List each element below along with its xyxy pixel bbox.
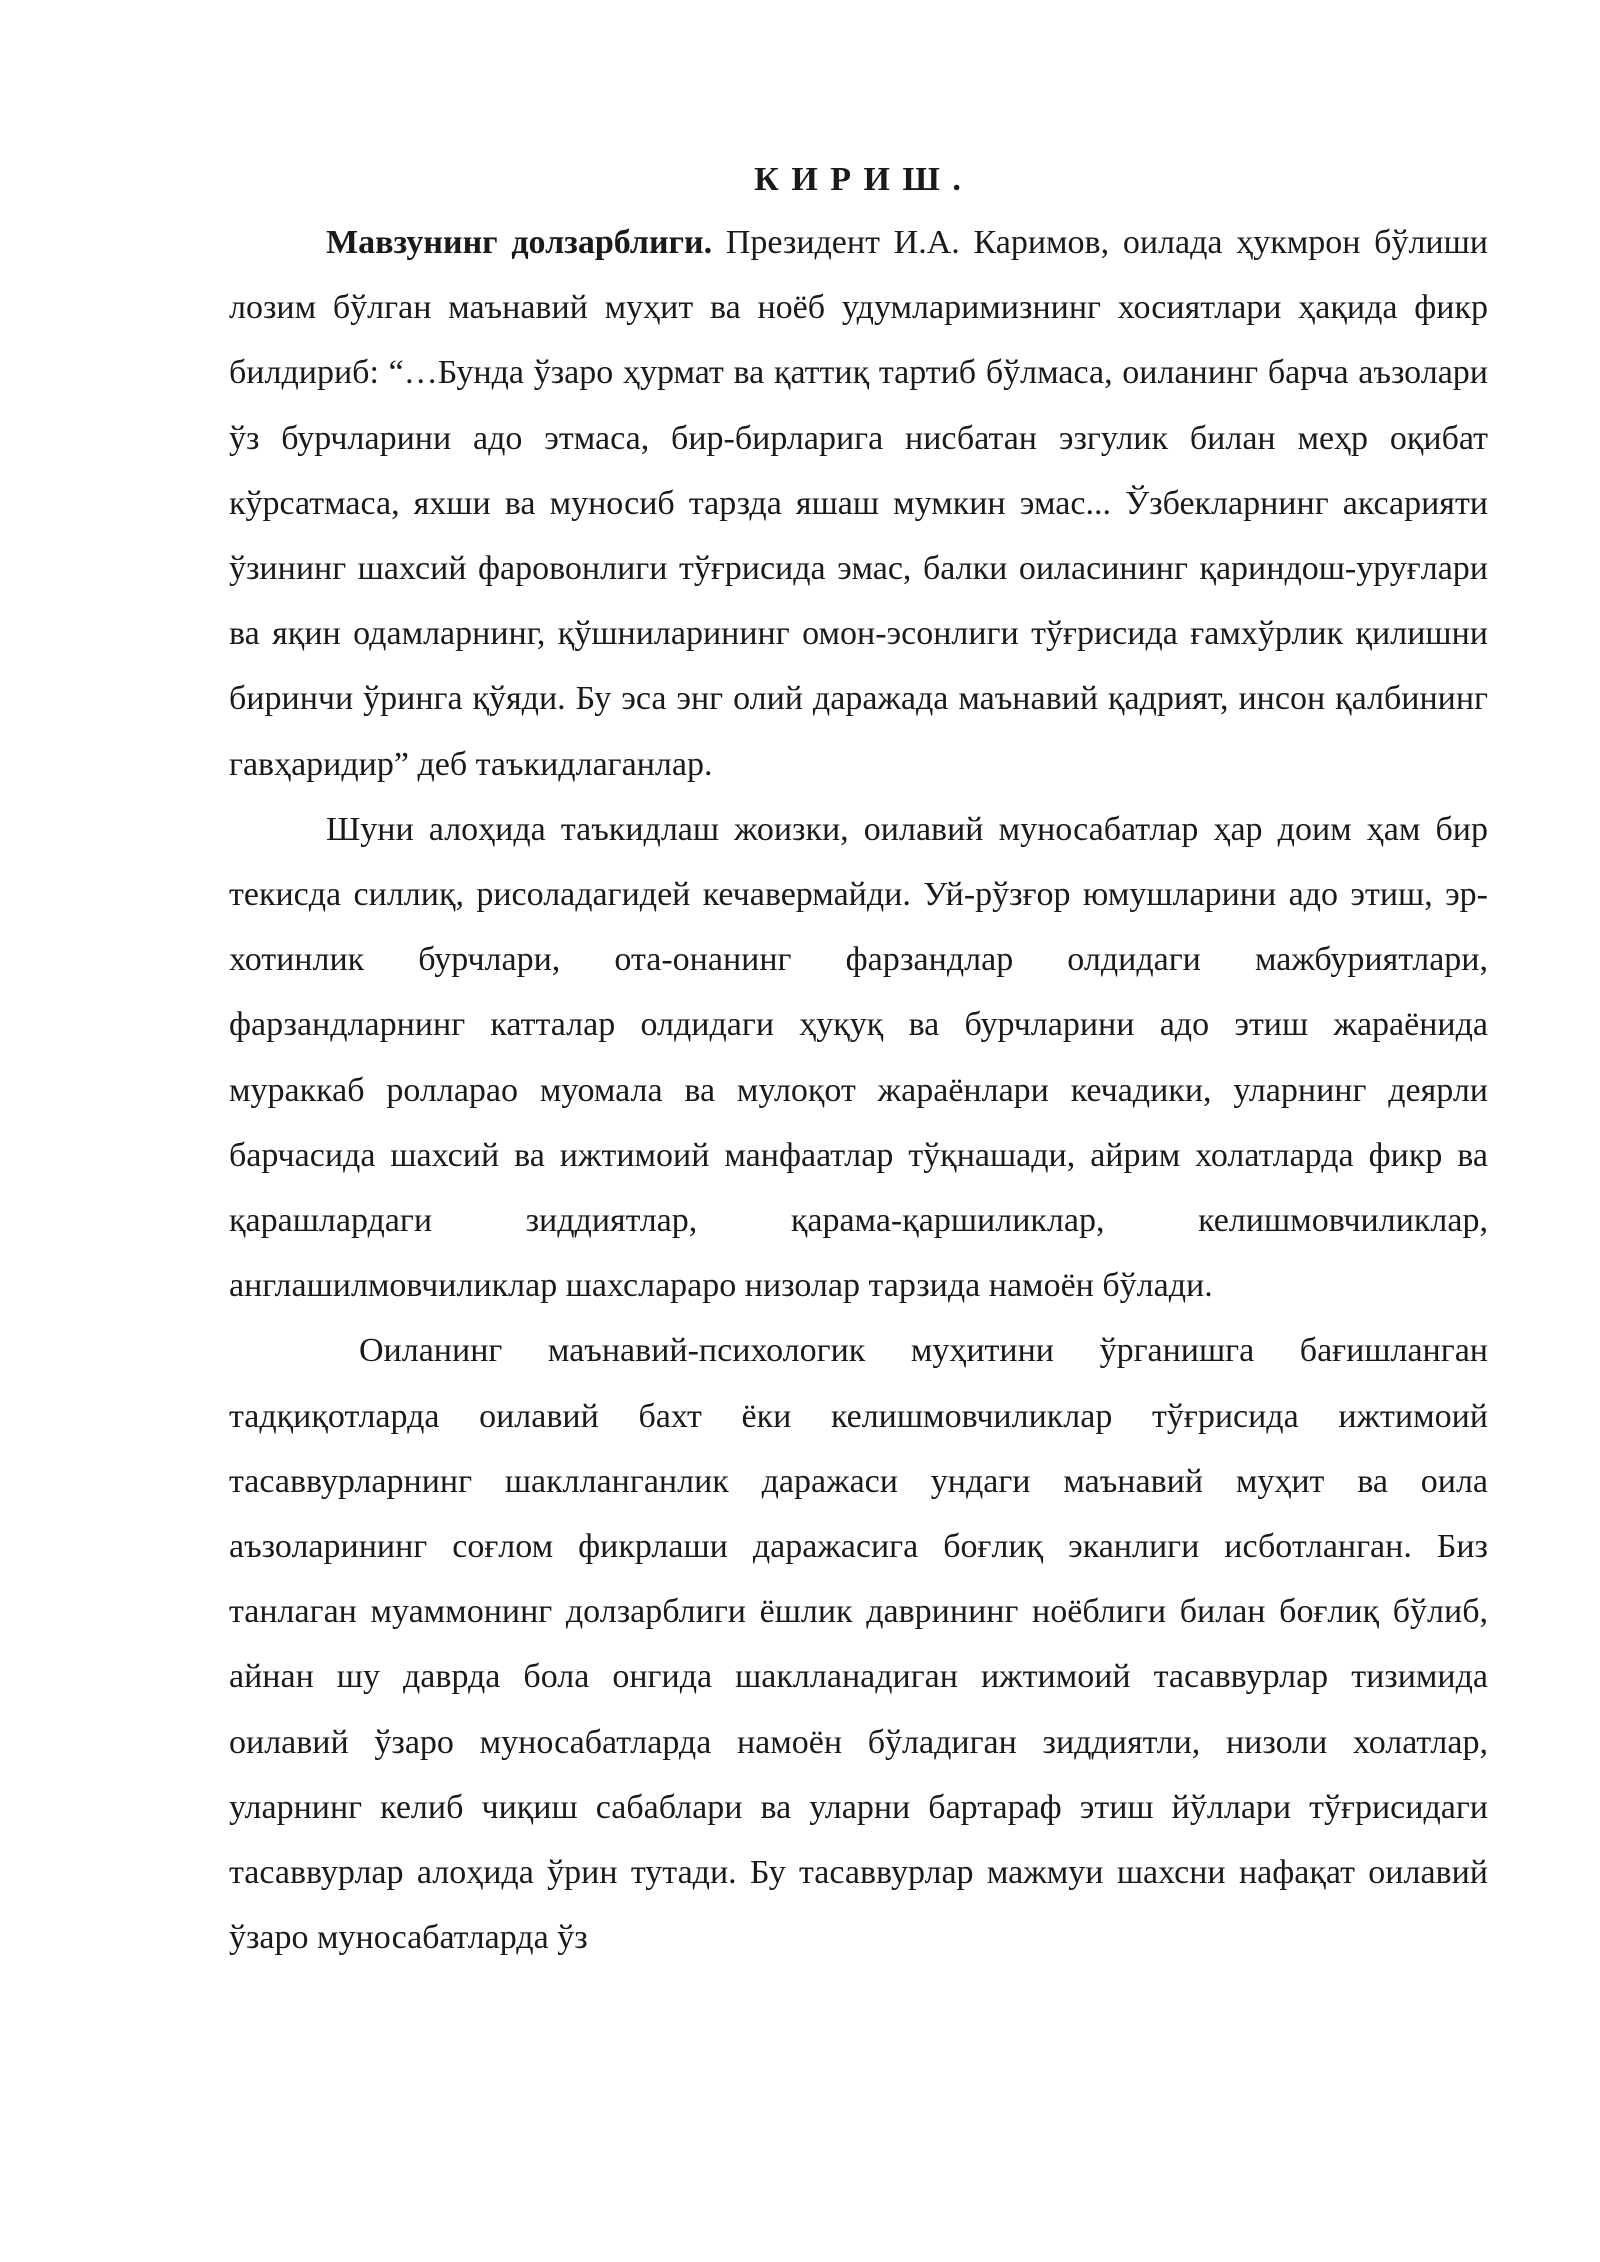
paragraph-lead-heading: Мавзунинг долзарблиги. bbox=[326, 224, 713, 261]
paragraph-text: Президент И.А. Каримов, оилада ҳукмрон бўлиши лозим бўлган маънавий муҳит ва ноёб удумларимизнинг хосиятлари ҳақида фикр билдириб: “…Бунда ўзаро ҳурмат ва қаттиқ тартиб бўлмаса, оиланинг барча аъзолари ўз бурчларини адо этмаса, бир-бирларига нисбатан эзгулик билан меҳр оқибат кўрсатмаса, яхши ва муносиб тарзда яшаш мумкин эмас... Ўзбекларнинг аксарияти ўзининг шахсий фаровонлиги тўғрисида эмас, балки оиласининг қариндош-уруғлари ва яқин одамларнинг, қўшниларининг омон-эсонлиги тўғрисида ғамхўрлик қилишни биринчи ўринга қўяди. Бу эса энг олий даражада маънавий қадрият, инсон қалбининг гавҳаридир” деб таъкидлаганлар. bbox=[229, 224, 1489, 783]
paragraph-relevance bbox=[229, 210, 1488, 797]
paragraph-text: Оиланинг маънавий-психологик муҳитини ўрганишга бағишланган тадқиқотларда оилавий бахт ёки келишмовчиликлар тўғрисида ижтимоий тасаввурларнинг шаклланганлик даражаси ундаги маънавий муҳит ва оила аъзоларининг соғлом фикрлаши даражасига боғлиқ эканлиги исботланган. Биз танлаган муаммонинг долзарблиги ёшлик даврининг ноёблиги билан боғлиқ бўлиб, айнан шу даврда бола онгида шаклланадиган ижтимоий тасаввурлар тизимида оилавий ўзаро муносабатларда намоён бўладиган зиддиятли, низоли холатлар, уларнинг келиб чиқиш сабаблари ва уларни бартараф этиш йўллари тўғрисидаги тасаввурлар алоҳида ўрин тутади. Бу тасаввурлар мажмуи шахсни нафақат оилавий ўзаро муносабатларда ўз bbox=[229, 1332, 1488, 1957]
document-body bbox=[229, 150, 1488, 1970]
paragraph-family-relations bbox=[229, 797, 1488, 1319]
paragraph-psychological-climate bbox=[229, 1318, 1488, 1970]
paragraph-text: Шуни алоҳида таъкидлаш жоизки, оилавий муносабатлар ҳар доим ҳам бир текисда силлиқ, рисоладагидей кечавермайди. Уй-рўзғор юмушларини адо этиш, эр-хотинлик бурчлари, ота-онанинг фарзандлар олдидаги мажбуриятлари, фарзандларнинг катталар олдидаги ҳуқуқ ва бурчларини адо этиш жараёнида мураккаб ролларао муомала ва мулоқот жараёнлари кечадики, уларнинг деярли барчасида шахсий ва ижтимоий манфаатлар тўқнашади, айрим холатларда фикр ва қарашлардаги зиддиятлар, қарама-қаршиликлар, келишмовчиликлар, англашилмовчиликлар шахслараро низолар тарзида намоён бўлади. bbox=[229, 810, 1488, 1305]
section-title: К И Р И Ш . bbox=[754, 161, 963, 198]
